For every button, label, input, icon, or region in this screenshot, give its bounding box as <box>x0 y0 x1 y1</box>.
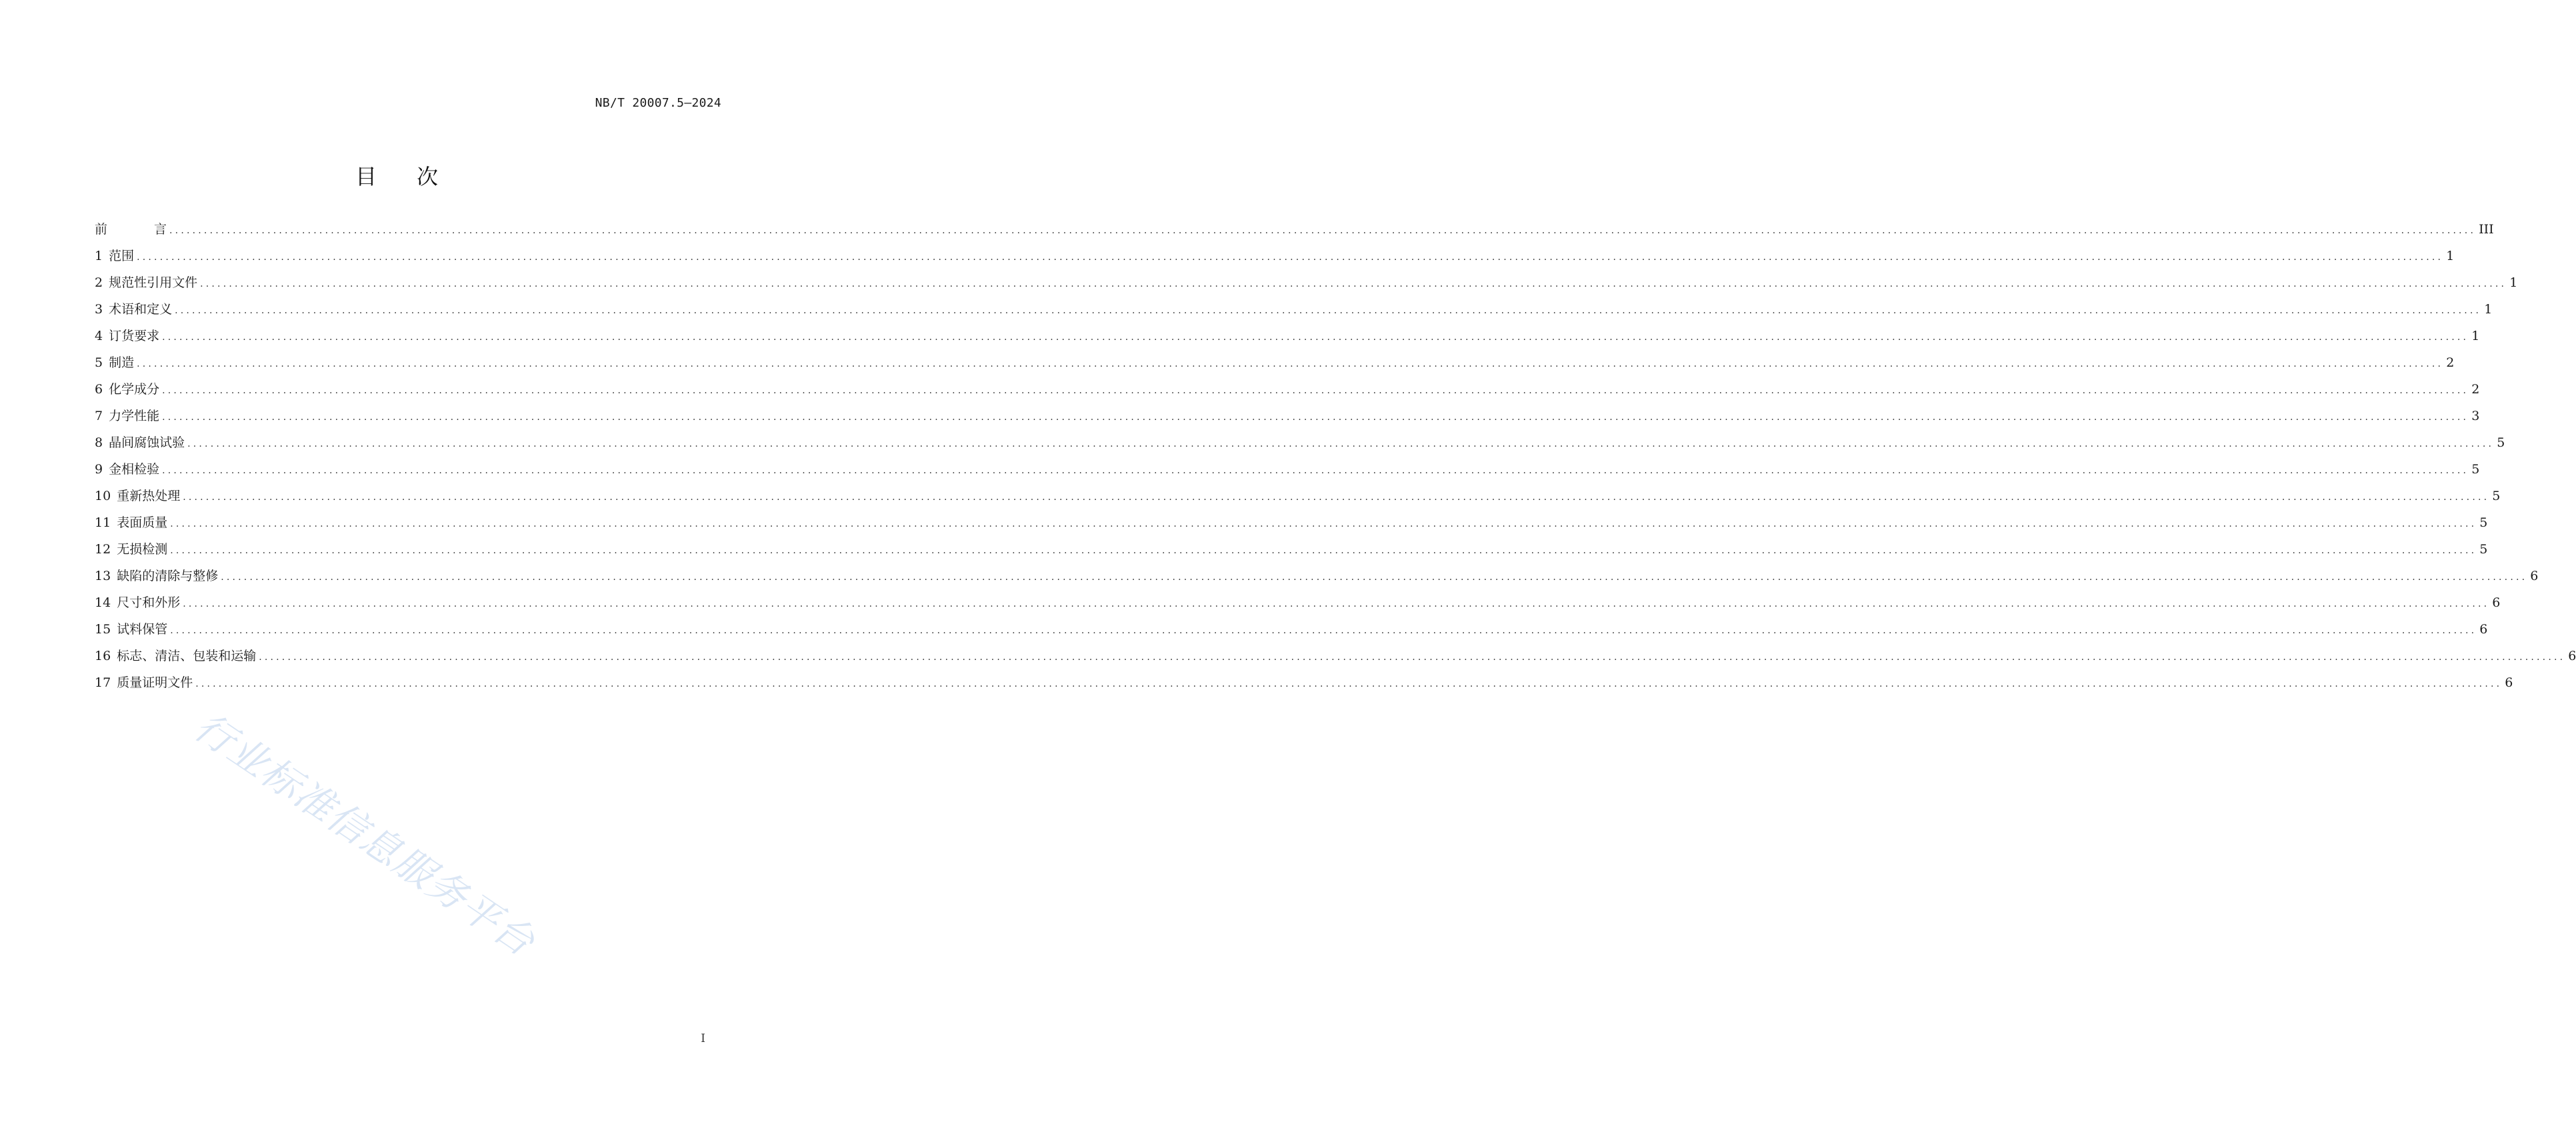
toc-entry[interactable] <box>95 589 2501 616</box>
toc-entry-text: 规范性引用文件 <box>109 275 198 290</box>
toc-entry[interactable] <box>95 509 2488 536</box>
toc-entry-text: 订货要求 <box>109 329 160 343</box>
toc-entry-number: 17 <box>95 675 111 690</box>
toc-entry-number: 4 <box>95 329 103 343</box>
toc-entry-page: 2 <box>2446 355 2455 370</box>
toc-entry-label <box>95 643 256 669</box>
toc-entry[interactable] <box>95 243 2455 269</box>
toc-entry-number: 1 <box>95 249 103 263</box>
toc-entry-text: 化学成分 <box>109 382 160 397</box>
toc-entry-number: 15 <box>95 622 111 637</box>
toc-entry[interactable] <box>95 669 2513 696</box>
toc-entry-label <box>95 589 180 616</box>
toc-entry[interactable] <box>95 536 2488 563</box>
toc-leader-dots: ................................................................................................................................................................................................................................................................................................................................................................................................................ <box>170 545 2477 556</box>
toc-entry-text: 晶间腐蚀试验 <box>109 435 185 450</box>
toc-entry-page: 5 <box>2479 515 2488 530</box>
toc-entry-label <box>95 296 172 323</box>
toc-entry-label <box>95 669 193 696</box>
toc-leader-dots: ................................................................................................................................................................................................................................................................................................................................................................................................................ <box>175 305 2482 316</box>
toc-entry[interactable] <box>95 323 2480 349</box>
table-of-contents <box>95 216 2576 696</box>
toc-entry-text: 重新热处理 <box>117 489 181 503</box>
toc-entry-number: 5 <box>95 355 103 370</box>
toc-entry-text: 制造 <box>109 355 135 370</box>
toc-leader-dots: ................................................................................................................................................................................................................................................................................................................................................................................................................ <box>169 225 2477 236</box>
toc-entry[interactable] <box>95 563 2539 589</box>
toc-entry-number: 2 <box>95 275 103 290</box>
toc-entry-label <box>95 323 159 349</box>
toc-entry-label <box>95 403 159 429</box>
toc-leader-dots: ................................................................................................................................................................................................................................................................................................................................................................................................................ <box>137 252 2444 263</box>
toc-entry-number: 10 <box>95 489 111 503</box>
toc-entry-label <box>95 509 167 536</box>
toc-entry-text: 尺寸和外形 <box>117 595 181 610</box>
toc-entry-label <box>95 429 185 456</box>
toc-entry-page: 3 <box>2471 409 2480 423</box>
toc-entry-page: 5 <box>2492 489 2501 503</box>
toc-entry-page: 1 <box>2446 249 2455 263</box>
toc-leader-dots: ................................................................................................................................................................................................................................................................................................................................................................................................................ <box>170 519 2477 529</box>
toc-leader-dots: ................................................................................................................................................................................................................................................................................................................................................................................................................ <box>187 439 2495 449</box>
toc-entry-text: 力学性能 <box>109 409 160 423</box>
toc-entry[interactable] <box>95 403 2480 429</box>
toc-entry-text: 标志、清洁、包装和运输 <box>117 649 257 663</box>
toc-entry-label <box>95 616 167 643</box>
toc-entry-label <box>95 349 134 376</box>
toc-entry-number: 3 <box>95 302 103 317</box>
toc-leader-dots: ................................................................................................................................................................................................................................................................................................................................................................................................................ <box>221 572 2528 583</box>
toc-entry-number: 6 <box>95 382 103 397</box>
toc-entry[interactable] <box>95 269 2518 296</box>
toc-entry-number: 11 <box>95 515 111 530</box>
toc-entry-text: 范围 <box>109 249 135 263</box>
toc-leader-dots: ................................................................................................................................................................................................................................................................................................................................................................................................................ <box>195 679 2503 689</box>
toc-entry-number: 13 <box>95 569 111 583</box>
toc-entry-page: 1 <box>2471 329 2480 343</box>
toc-leader-dots: ................................................................................................................................................................................................................................................................................................................................................................................................................ <box>162 465 2469 476</box>
toc-entry-text: 表面质量 <box>117 515 168 530</box>
toc-entry-number: 16 <box>95 649 111 663</box>
toc-entry-page: 6 <box>2505 675 2513 690</box>
toc-title: 目次 <box>355 164 478 189</box>
toc-entry-label <box>95 483 180 509</box>
toc-leader-dots: ................................................................................................................................................................................................................................................................................................................................................................................................................ <box>200 279 2507 289</box>
toc-leader-dots: ................................................................................................................................................................................................................................................................................................................................................................................................................ <box>183 492 2490 503</box>
toc-entry-label <box>95 243 134 269</box>
toc-entry[interactable] <box>95 643 2576 669</box>
toc-entry-page: 6 <box>2479 622 2488 637</box>
toc-entry-page: III <box>2479 222 2494 237</box>
toc-entry-page: 5 <box>2497 435 2505 450</box>
toc-entry-page: 2 <box>2471 382 2480 397</box>
toc-entry-number: 12 <box>95 542 111 557</box>
toc-entry-label <box>95 456 159 483</box>
toc-entry-text: 术语和定义 <box>109 302 173 317</box>
toc-entry-number: 7 <box>95 409 103 423</box>
toc-entry-number: 9 <box>95 462 103 477</box>
toc-entry-label: 前言 <box>95 222 167 237</box>
toc-entry[interactable] <box>95 296 2493 323</box>
toc-leader-dots: ................................................................................................................................................................................................................................................................................................................................................................................................................ <box>162 412 2469 423</box>
toc-entry-page: 1 <box>2484 302 2493 317</box>
toc-entry-label <box>95 376 159 403</box>
toc-entry-text: 试料保管 <box>117 622 168 637</box>
toc-entry-page: 5 <box>2471 462 2480 477</box>
toc-leader-dots: ................................................................................................................................................................................................................................................................................................................................................................................................................ <box>259 652 2566 663</box>
toc-entry-label <box>95 269 197 296</box>
toc-entry-label <box>95 536 167 563</box>
toc-entry[interactable] <box>95 616 2488 643</box>
toc-entry[interactable] <box>95 456 2480 483</box>
toc-leader-dots: ................................................................................................................................................................................................................................................................................................................................................................................................................ <box>183 599 2490 609</box>
toc-entry-page: 6 <box>2492 595 2501 610</box>
toc-leader-dots: ................................................................................................................................................................................................................................................................................................................................................................................................................ <box>162 332 2469 343</box>
toc-entry-page: 5 <box>2479 542 2488 557</box>
toc-entry-text: 质量证明文件 <box>117 675 193 690</box>
standard-code: NB/T 20007.5—2024 <box>595 96 721 110</box>
toc-entry[interactable] <box>95 216 2494 243</box>
toc-entry-text: 金相检验 <box>109 462 160 477</box>
toc-entry-text: 缺陷的清除与整修 <box>117 569 219 583</box>
toc-entry-number: 14 <box>95 595 111 610</box>
toc-entry-page: 1 <box>2509 275 2518 290</box>
page-number: I <box>701 1032 705 1045</box>
toc-leader-dots: ................................................................................................................................................................................................................................................................................................................................................................................................................ <box>170 625 2477 636</box>
watermark: 行业标准信息服务平台 <box>186 703 544 965</box>
toc-leader-dots: ................................................................................................................................................................................................................................................................................................................................................................................................................ <box>162 385 2469 396</box>
toc-entry-label <box>95 563 218 589</box>
toc-entry[interactable] <box>95 349 2455 376</box>
toc-entry[interactable] <box>95 483 2501 509</box>
toc-leader-dots: ................................................................................................................................................................................................................................................................................................................................................................................................................ <box>137 359 2444 369</box>
toc-entry-page: 6 <box>2568 649 2576 663</box>
toc-entry[interactable] <box>95 376 2480 403</box>
toc-entry-text: 无损检测 <box>117 542 168 557</box>
toc-entry-number: 8 <box>95 435 103 450</box>
toc-entry[interactable] <box>95 429 2505 456</box>
toc-entry-page: 6 <box>2530 569 2539 583</box>
